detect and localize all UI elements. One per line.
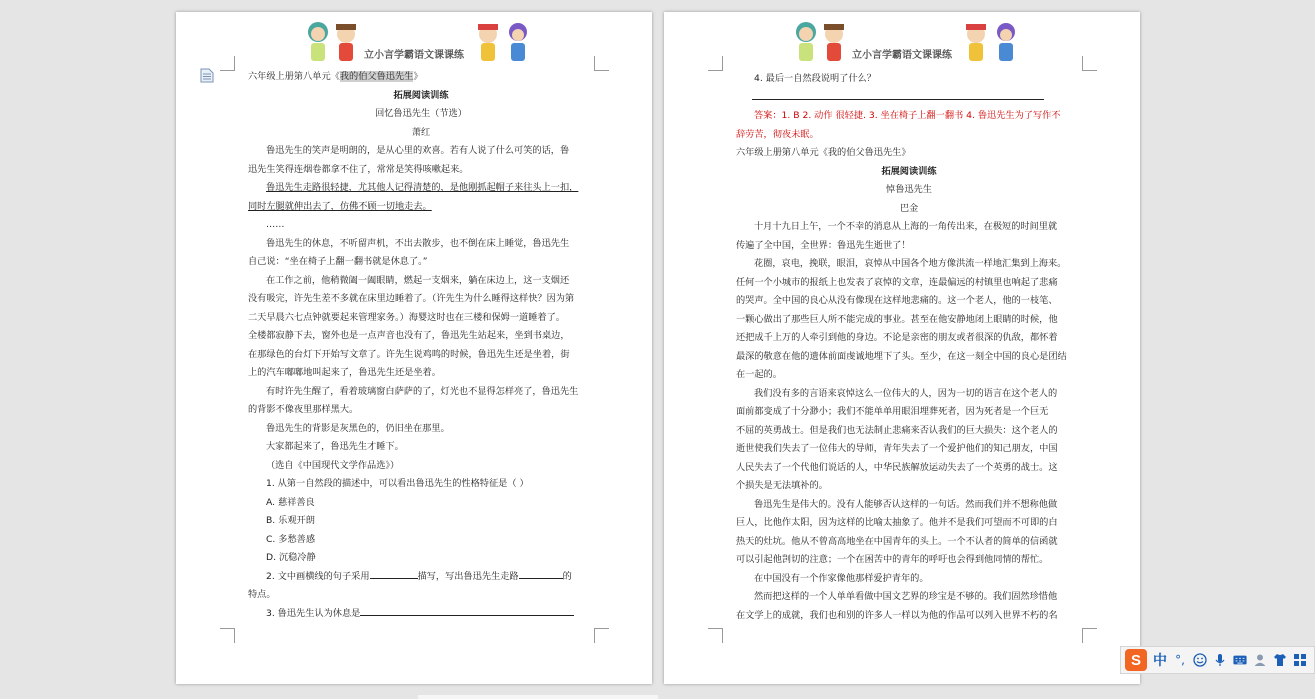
paragraph: 然而把这样的一个人单单看做中国文艺界的珍宝是不够的。我们固然珍惜他 [754, 591, 1058, 602]
paragraph: 鲁迅先生的背影是灰黑色的，仍旧坐在那里。 [266, 422, 450, 434]
question-4: 4. 最后一自然段说明了什么？ [754, 73, 876, 84]
keyboard-icon[interactable] [1233, 653, 1247, 667]
ellipsis: …… [266, 219, 285, 230]
option-b: B. 乐观开朗 [266, 515, 315, 526]
answer-blank[interactable] [752, 89, 1044, 100]
paragraph: 全楼都寂静下去，窗外也是一点声音也没有了，鲁迅先生站起来，坐到书桌边， [248, 330, 570, 341]
paragraph: 在工作之前，他稍微阖一阖眼睛，燃起一支烟来，躺在床边上，这一支烟还 [266, 274, 570, 286]
paragraph: 的哭声。全中国的良心从没有像现在这样地悲痛的。这一个老人，他的一枝笔、 [736, 295, 1058, 306]
paragraph: 巨人，比他作太阳，因为这样的比喻太抽象了。他并不是我们可望而不可即的白 [736, 517, 1058, 528]
paragraph: 二天早晨六七点钟就要起来管理家务。）海婴这时也在三楼和保姆一道睡着了。 [248, 311, 565, 323]
paragraph: 在一起的。 [736, 369, 782, 380]
paragraph: 没有吸完，许先生差不多就在床里边睡着了。（许先生为什么睡得这样快？因为第 [248, 293, 575, 304]
sogou-logo-icon[interactable]: S [1125, 649, 1147, 671]
paragraph: 在那绿色的台灯下开始写文章了。许先生说鸡鸣的时候，鲁迅先生还是坐着，街 [248, 348, 570, 360]
unit-title: 六年级上册第八单元《我的伯父鲁迅先生》 [736, 147, 911, 158]
question-2-cont: 特点。 [248, 589, 276, 600]
article-title: 回忆鲁迅先生（节选） [375, 108, 467, 119]
shirt-icon[interactable] [1273, 653, 1287, 667]
answer-key-cont: 辞劳苦，彻夜未眠。 [736, 128, 819, 140]
page-2-text [736, 70, 1082, 625]
paragraph: 我们没有多的言语来哀悼这么一位伟大的人，因为一切的语言在这个老人的 [754, 387, 1058, 399]
paragraph: 一颗心做出了那些巨人所不能完成的事业。甚至在他安静地闭上眼睛的时候，他 [736, 313, 1058, 325]
paragraph: 在中国没有一个作家像他那样爱护青年的。 [754, 572, 929, 584]
paragraph: 鲁迅先生的笑声是明朗的，是从心里的欢喜。若有人说了什么可笑的话，鲁 [266, 145, 570, 156]
option-a: A. 慈祥善良 [266, 496, 315, 508]
paragraph: 大家都起来了，鲁迅先生才睡下。 [266, 441, 404, 452]
answer-blank[interactable] [360, 605, 574, 616]
article-author: 巴金 [899, 202, 919, 214]
crop-mark [220, 628, 235, 643]
section-heading: 拓展阅读训练 [881, 165, 937, 177]
answer-blank[interactable] [519, 568, 563, 579]
document-page-2 [664, 12, 1140, 684]
crop-mark [708, 56, 723, 71]
paragraph: 最深的敬意在他的遗体前面虔诚地埋下了头。至少，在这一刻全中国的良心是团结 [736, 350, 1067, 362]
crop-mark [594, 628, 609, 643]
paragraph: 面前都变成了十分渺小；我们不能单单用眼泪埋葬死者，因为死者是一个巨无 [736, 406, 1049, 417]
answer-key: 答案：1. B 2. 动作 很轻捷. 3. 坐在椅子上翻一翻书 4. 鲁迅先生为了写作不 [754, 110, 1061, 121]
header-banner [786, 16, 1026, 68]
paragraph: 鲁迅先生的休息，不听留声机，不出去散步，也不倒在床上睡觉，鲁迅先生 [266, 237, 570, 249]
underlined-sentence: 同时左腿就伸出去了，仿佛不顾一切地走去。 [248, 200, 432, 212]
crop-mark [594, 56, 609, 71]
paragraph: 还把成千上万的人牵引到他的身边。不论是亲密的朋友或者很深的仇敌，都怀着 [736, 332, 1058, 343]
paragraph: 有时许先生醒了，看着玻璃窗白萨萨的了，灯光也不显得怎样亮了，鲁迅先生 [266, 385, 579, 397]
paragraph: 花圈，哀电，挽联，眼泪，哀悼从中国各个地方像洪流一样地汇集到上海来。 [754, 258, 1067, 269]
crop-mark [1082, 56, 1097, 71]
crop-mark [708, 628, 723, 643]
page-1-text [248, 68, 594, 623]
paragraph: 自己说：“坐在椅子上翻一翻书就是休息了。” [248, 256, 428, 267]
mic-icon[interactable] [1213, 653, 1227, 667]
paragraph: 不屈的英勇战士。但是我们也无法制止悲痛来否认我们的巨大损失：这个老人的 [736, 424, 1058, 436]
paragraph: 鲁迅先生是伟大的。没有人能够否认这样的一句话。然而我们并不想称他做 [754, 498, 1058, 510]
document-page-1 [176, 12, 652, 684]
paragraph: 迅先生笑得连烟卷都拿不住了，常常是笑得咳嗽起来。 [248, 163, 469, 175]
paragraph: 个损失是无法填补的。 [736, 480, 828, 491]
article-author: 萧红 [411, 126, 431, 138]
paragraph: 人民失去了一个代他们说话的人，中华民族解放运动失去了一个英勇的战士。这 [736, 461, 1058, 473]
ime-language-toggle[interactable]: 中 [1153, 653, 1167, 669]
answer-line [736, 89, 1082, 108]
option-c: C. 多愁善感 [266, 533, 316, 545]
question-3: 3. 鲁迅先生认为休息是 [248, 605, 594, 624]
underlined-sentence: 鲁迅先生走路很轻捷，尤其他人记得清楚的，是他刚抓起帽子来往头上一扣， [266, 182, 579, 193]
question-1: 1. 从第一自然段的描述中，可以看出鲁迅先生的性格特征是（ ） [266, 478, 529, 489]
question-2: 2. 文中画横线的句子采用 描写，写出鲁迅先生走路 的 [248, 568, 594, 587]
header-banner [298, 16, 538, 68]
option-d: D. 沉稳冷静 [266, 552, 316, 563]
punctuation-toggle[interactable]: °, [1175, 653, 1185, 667]
paragraph: 传遍了全中国，全世界：鲁迅先生逝世了！ [736, 239, 911, 251]
source-note: （选自《中国现代文学作品选》） [266, 459, 400, 471]
emoji-icon[interactable] [1193, 653, 1207, 667]
horizontal-scrollbar[interactable] [418, 695, 658, 699]
crop-mark [220, 56, 235, 71]
crop-mark [1082, 628, 1097, 643]
section-heading: 拓展阅读训练 [393, 89, 449, 101]
paragraph: 可以引起他剀切的注意；一个在困苦中的青年的呼吁也会得到他同情的帮忙。 [736, 554, 1049, 565]
answer-blank[interactable] [370, 568, 418, 579]
document-icon[interactable] [200, 68, 214, 83]
brand-title: 立小言学霸语文课课练 [852, 50, 952, 61]
paragraph: 在文学上的成就，我们也和别的许多人一样以为他的作品可以列入世界不朽的名 [736, 609, 1058, 621]
brand-title: 立小言学霸语文课课练 [364, 50, 464, 61]
paragraph: 任何一个小城市的报纸上也发表了哀悼的文章，连最偏远的村镇里也响起了悲痛 [736, 276, 1058, 288]
paragraph: 上的汽车嘟嘟地叫起来了，鲁迅先生还是坐着。 [248, 367, 441, 378]
paragraph: 逝世使我们失去了一位伟大的导师，青年失去了一个爱护他们的知己朋友，中国 [736, 443, 1058, 454]
grid-icon[interactable] [1293, 653, 1307, 667]
paragraph: 的背影不像夜里那样黑大。 [248, 404, 359, 415]
unit-title: 六年级上册第八单元《我的伯父鲁迅先生》 [248, 71, 423, 82]
article-title: 悼鲁迅先生 [886, 184, 932, 195]
paragraph: 十月十九日上午，一个不幸的消息从上海的一角传出来，在极短的时间里就 [754, 221, 1058, 232]
paragraph: 热天的灶坑。他从不曾高高地坐在中国青年的头上。一个不认者的简单的信函就 [736, 535, 1058, 547]
user-icon[interactable] [1253, 653, 1267, 667]
ime-toolbar[interactable] [1120, 646, 1315, 674]
